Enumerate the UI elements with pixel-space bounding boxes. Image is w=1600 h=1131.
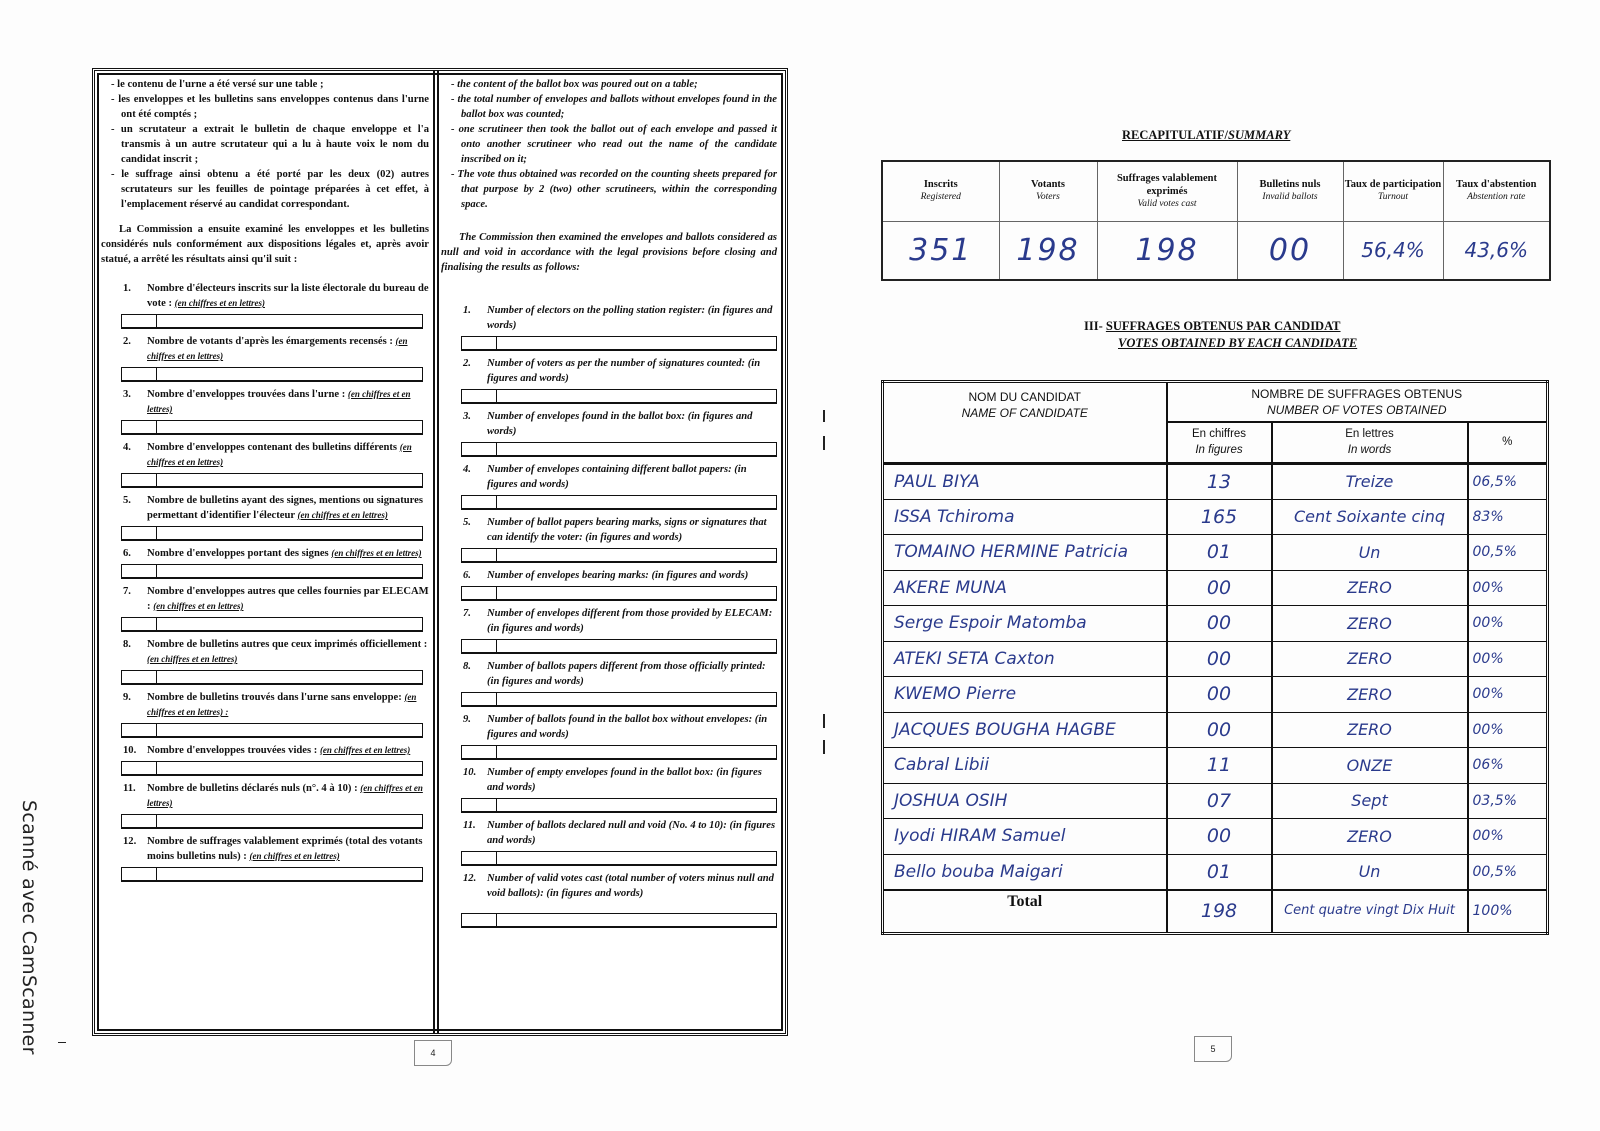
answer-field[interactable] bbox=[461, 798, 777, 813]
bullet-item: - les enveloppes et les bulletins sans enveloppes contenus dans l'urne ont été comptés ; bbox=[111, 94, 429, 120]
answer-field[interactable] bbox=[121, 617, 423, 632]
header-voters: Votants Voters bbox=[999, 161, 1097, 221]
form-item-1 bbox=[109, 281, 429, 329]
procedure-bullets-en bbox=[449, 77, 777, 212]
item-label: Nombre d'électeurs inscrits sur la liste électorale du bureau de vote : (en chiffres et en lettres) bbox=[147, 283, 429, 309]
form-item-7 bbox=[109, 584, 429, 632]
answer-field[interactable] bbox=[121, 814, 423, 829]
camscanner-watermark: Scanné avec CamScanner bbox=[18, 800, 40, 1055]
form-item-9 bbox=[109, 690, 429, 738]
figures-cell[interactable] bbox=[122, 527, 157, 539]
form-item-8: 8. Number of ballots papers different from those officially printed: (in figures and words) bbox=[449, 659, 777, 707]
candidate-row: JACQUES BOUGHA HAGBE 00 ZERO 00% bbox=[883, 712, 1548, 748]
figures-cell[interactable] bbox=[122, 724, 157, 736]
words-cell[interactable] bbox=[157, 421, 422, 433]
answer-field[interactable] bbox=[121, 761, 423, 776]
answer-field[interactable] bbox=[461, 913, 777, 928]
percent-header: % bbox=[1468, 422, 1548, 464]
candidate-row: KWEMO Pierre 00 ZERO 00% bbox=[883, 677, 1548, 713]
answer-field[interactable] bbox=[461, 586, 777, 601]
item-number: 12. bbox=[123, 836, 137, 847]
words-cell[interactable] bbox=[497, 799, 776, 811]
answer-field[interactable] bbox=[121, 564, 423, 579]
answer-field[interactable] bbox=[121, 473, 423, 488]
summary-values-row bbox=[882, 221, 1550, 280]
item-number: 9. bbox=[123, 692, 131, 703]
figures-cell[interactable] bbox=[122, 474, 157, 486]
form-item-3: 3. Number of envelopes found in the ballot box: (in figures and words) bbox=[449, 409, 777, 457]
item-number: 8. bbox=[123, 639, 131, 650]
invalid-ballots-value: 00 bbox=[1237, 221, 1343, 280]
words-cell[interactable] bbox=[157, 815, 422, 827]
answer-field[interactable] bbox=[461, 745, 777, 760]
answer-field[interactable] bbox=[461, 548, 777, 563]
words-cell[interactable] bbox=[497, 549, 776, 561]
summary-title: RECAPITULATIF/SUMMARY bbox=[1122, 128, 1291, 142]
form-item-6: 6. Number of envelopes bearing marks: (in figures and words) bbox=[449, 568, 777, 601]
item-number: 5. bbox=[123, 495, 131, 506]
bullet-item: - le contenu de l'urne a été versé sur une table ; bbox=[111, 79, 324, 90]
words-cell[interactable] bbox=[157, 315, 422, 327]
form-item-10: 10. Number of empty envelopes found in the ballot box: (in figures and words) bbox=[449, 765, 777, 813]
words-cell[interactable] bbox=[157, 724, 422, 736]
figures-cell[interactable] bbox=[122, 762, 157, 774]
item-label: Nombre de votants d'après les émargements recensés : (en chiffres et en lettres) bbox=[147, 336, 408, 361]
abstention-value: 43,6% bbox=[1443, 221, 1550, 280]
fold-mark bbox=[823, 410, 825, 422]
words-cell[interactable] bbox=[497, 852, 776, 864]
answer-field[interactable] bbox=[461, 639, 777, 654]
page-number-left: 4 bbox=[414, 1040, 452, 1066]
words-cell[interactable] bbox=[497, 443, 776, 455]
candidate-row: Serge Espoir Matomba 00 ZERO 00% bbox=[883, 606, 1548, 642]
item-number: 7. bbox=[123, 586, 131, 597]
figures-header: En chiffres In figures bbox=[1167, 422, 1272, 464]
answer-field[interactable] bbox=[461, 851, 777, 866]
answer-field[interactable] bbox=[461, 389, 777, 404]
bullet-item: - the total number of envelopes and ballots without envelopes found in the ballot box was counted; bbox=[451, 94, 777, 120]
item-number: 3. bbox=[123, 389, 131, 400]
words-cell[interactable] bbox=[157, 868, 422, 880]
item-label: Nombre de suffrages valablement exprimés (total des votants moins bulletins nuls) : (en chiffres et en lettres) bbox=[147, 836, 423, 862]
english-column bbox=[439, 75, 783, 1029]
item-label: Nombre de bulletins ayant des signes, mentions ou signatures permettant d'identifier l'électeur (en chiffres et en lettres) bbox=[147, 495, 423, 521]
results-items-fr bbox=[109, 281, 429, 882]
figures-cell[interactable] bbox=[462, 640, 497, 652]
words-cell[interactable] bbox=[157, 368, 422, 380]
total-words: Cent quatre vingt Dix Huit bbox=[1272, 890, 1468, 934]
item-label: Nombre d'enveloppes autres que celles fournies par ELECAM : (en chiffres et en lettres) bbox=[147, 586, 429, 612]
form-item-12 bbox=[109, 834, 429, 882]
header-abstention: Taux d'abstention Abstention rate bbox=[1443, 161, 1550, 221]
page-number-right: 5 bbox=[1194, 1036, 1232, 1062]
form-item-5 bbox=[109, 493, 429, 541]
header-registered: Inscrits Registered bbox=[882, 161, 999, 221]
figures-cell[interactable] bbox=[122, 815, 157, 827]
form-item-9: 9. Number of ballots found in the ballot box without envelopes: (in figures and words) bbox=[449, 712, 777, 760]
answer-field[interactable] bbox=[461, 692, 777, 707]
item-label: Nombre de bulletins déclarés nuls (n°. 4 à 10) : (en chiffres et en lettres) bbox=[147, 783, 423, 808]
total-row bbox=[883, 890, 1548, 934]
candidate-row: Cabral Libii 11 ONZE 06% bbox=[883, 748, 1548, 784]
words-cell[interactable] bbox=[497, 640, 776, 652]
answer-field[interactable] bbox=[461, 336, 777, 351]
answer-field[interactable] bbox=[121, 723, 423, 738]
form-item-4 bbox=[109, 440, 429, 488]
candidate-row: TOMAINO HERMINE Patricia 01 Un 00,5% bbox=[883, 535, 1548, 571]
form-item-7: 7. Number of envelopes different from those provided by ELECAM: (in figures and words) bbox=[449, 606, 777, 654]
fold-mark bbox=[823, 714, 825, 728]
answer-field[interactable] bbox=[121, 867, 423, 882]
candidate-row: JOSHUA OSIH 07 Sept 03,5% bbox=[883, 783, 1548, 819]
figures-cell[interactable] bbox=[462, 549, 497, 561]
bullet-item: - the content of the ballot box was poured out on a table; bbox=[451, 79, 698, 90]
total-percent: 100% bbox=[1468, 890, 1548, 934]
commission-paragraph-fr: La Commission a ensuite examiné les enveloppes et les bulletins considérés nuls conformément aux dispositions légales et, après avoir statué, a arrêté les résultats ainsi qu'il suit : bbox=[101, 224, 429, 265]
answer-field[interactable] bbox=[461, 442, 777, 457]
candidates-table bbox=[881, 380, 1549, 935]
figures-cell[interactable] bbox=[122, 618, 157, 630]
votes-header: NOMBRE DE SUFFRAGES OBTENUS NUMBER OF VOTES OBTAINED bbox=[1167, 382, 1548, 422]
summary-table bbox=[881, 160, 1551, 281]
words-cell[interactable] bbox=[497, 914, 776, 926]
figures-cell[interactable] bbox=[462, 496, 497, 508]
words-cell[interactable] bbox=[157, 671, 422, 683]
total-figures: 198 bbox=[1167, 890, 1272, 934]
item-number: 4. bbox=[123, 442, 131, 453]
voters-value: 198 bbox=[999, 221, 1097, 280]
form-item-3 bbox=[109, 387, 429, 435]
words-cell[interactable] bbox=[497, 337, 776, 349]
answer-field[interactable] bbox=[121, 314, 423, 329]
item-label: Nombre d'enveloppes portant des signes (en chiffres et en lettres) bbox=[147, 548, 422, 559]
form-item-8 bbox=[109, 637, 429, 685]
answer-field[interactable] bbox=[121, 367, 423, 382]
words-cell[interactable] bbox=[157, 762, 422, 774]
bullet-item: - The vote thus obtained was recorded on the counting sheets prepared for that purpose by 2 (two) other scrutineers, within the corresponding space. bbox=[451, 169, 777, 210]
form-item-6 bbox=[109, 546, 429, 579]
candidate-row: AKERE MUNA 00 ZERO 00% bbox=[883, 570, 1548, 606]
item-label: Nombre d'enveloppes trouvées vides : (en chiffres et en lettres) bbox=[147, 745, 411, 756]
candidate-row: Iyodi HIRAM Samuel 00 ZERO 00% bbox=[883, 819, 1548, 855]
header-valid-votes: Suffrages valablement exprimés Valid votes cast bbox=[1097, 161, 1237, 221]
figures-cell[interactable] bbox=[462, 390, 497, 402]
figures-cell[interactable] bbox=[122, 868, 157, 880]
candidate-row: ISSA Tchiroma 165 Cent Soixante cinq 83% bbox=[883, 499, 1548, 535]
scan-mark bbox=[58, 1042, 66, 1043]
words-cell[interactable] bbox=[157, 618, 422, 630]
figures-cell[interactable] bbox=[462, 443, 497, 455]
figures-cell[interactable] bbox=[462, 914, 497, 926]
item-number: 2. bbox=[123, 336, 131, 347]
figures-cell[interactable] bbox=[462, 746, 497, 758]
candidate-row: ATEKI SETA Caxton 00 ZERO 00% bbox=[883, 641, 1548, 677]
figures-cell[interactable] bbox=[462, 337, 497, 349]
words-cell[interactable] bbox=[497, 496, 776, 508]
commission-paragraph-en: The Commission then examined the envelopes and ballots considered as null and void in accordance with the legal provisions before closing and finalising the results as follows: bbox=[441, 232, 777, 273]
answer-field[interactable] bbox=[121, 526, 423, 541]
fold-mark bbox=[823, 436, 825, 450]
turnout-value: 56,4% bbox=[1343, 221, 1443, 280]
answer-field[interactable] bbox=[121, 670, 423, 685]
form-item-4: 4. Number of envelopes containing different ballot papers: (in figures and words) bbox=[449, 462, 777, 510]
words-cell[interactable] bbox=[157, 474, 422, 486]
words-cell[interactable] bbox=[497, 390, 776, 402]
results-items-en bbox=[449, 303, 777, 928]
item-number: 10. bbox=[123, 745, 137, 756]
registered-value: 351 bbox=[882, 221, 999, 280]
bullet-item: - un scrutateur a extrait le bulletin de chaque enveloppe et l'a transmis à un autre scrutateur qui a lu à haute voix le nom du candidat inscrit ; bbox=[111, 124, 429, 165]
words-cell[interactable] bbox=[497, 587, 776, 599]
answer-field[interactable] bbox=[461, 495, 777, 510]
form-item-10 bbox=[109, 743, 429, 776]
bullet-item: - one scrutineer then took the ballot out of each envelope and passed it onto another scrutineer who read out the name of the candidate inscribed on it; bbox=[451, 124, 777, 165]
french-column bbox=[99, 75, 435, 1029]
item-label: Nombre d'enveloppes trouvées dans l'urne : (en chiffres et en lettres) bbox=[147, 389, 411, 414]
form-item-11: 11. Number of ballots declared null and void (No. 4 to 10): (in figures and words) bbox=[449, 818, 777, 866]
words-cell[interactable] bbox=[497, 746, 776, 758]
fold-mark bbox=[823, 740, 825, 754]
figures-cell[interactable] bbox=[122, 565, 157, 577]
bullet-item: - le suffrage ainsi obtenu a été porté par les deux (02) autres scrutateurs sur les feuilles de pointage préparées à cet effet, à l'emplacement réservé au candidat correspondant. bbox=[111, 169, 429, 210]
words-cell[interactable] bbox=[157, 565, 422, 577]
header-turnout: Taux de participation Turnout bbox=[1343, 161, 1443, 221]
total-label: Total bbox=[883, 890, 1167, 934]
candidate-row: PAUL BIYA 13 Treize 06,5% bbox=[883, 464, 1548, 500]
figures-cell[interactable] bbox=[462, 587, 497, 599]
valid-votes-value: 198 bbox=[1097, 221, 1237, 280]
item-number: 6. bbox=[123, 548, 131, 559]
name-header: NOM DU CANDIDAT NAME OF CANDIDATE bbox=[883, 382, 1167, 464]
candidates-header-row bbox=[883, 382, 1548, 422]
figures-cell[interactable] bbox=[122, 421, 157, 433]
figures-cell[interactable] bbox=[122, 368, 157, 380]
form-item-1: 1. Number of electors on the polling station register: (in figures and words) bbox=[449, 303, 777, 351]
form-item-2: 2. Number of voters as per the number of signatures counted: (in figures and words) bbox=[449, 356, 777, 404]
left-page-form bbox=[92, 68, 788, 1036]
figures-cell[interactable] bbox=[122, 315, 157, 327]
item-label: Nombre d'enveloppes contenant des bulletins différents (en chiffres et en lettres) bbox=[147, 442, 412, 467]
header-invalid-ballots: Bulletins nuls Invalid ballots bbox=[1237, 161, 1343, 221]
item-label: Nombre de bulletins autres que ceux imprimés officiellement : (en chiffres et en lettres) bbox=[147, 639, 428, 664]
candidate-row: Bello bouba Maigari 01 Un 00,5% bbox=[883, 854, 1548, 890]
words-cell[interactable] bbox=[497, 693, 776, 705]
figures-cell[interactable] bbox=[462, 799, 497, 811]
figures-cell[interactable] bbox=[122, 671, 157, 683]
form-item-2 bbox=[109, 334, 429, 382]
procedure-bullets-fr bbox=[109, 77, 429, 212]
figures-cell[interactable] bbox=[462, 693, 497, 705]
section-title: III- SUFFRAGES OBTENUS PAR CANDIDAT VOTES OBTAINED BY EACH CANDIDATE bbox=[1084, 319, 1358, 350]
form-item-12: 12. Number of valid votes cast (total number of voters minus null and void ballots): (in figures and words) bbox=[449, 871, 777, 928]
words-header: En lettres In words bbox=[1272, 422, 1468, 464]
form-item-11 bbox=[109, 781, 429, 829]
summary-header-row bbox=[882, 161, 1550, 221]
item-number: 11. bbox=[123, 783, 136, 794]
words-cell[interactable] bbox=[157, 527, 422, 539]
form-item-5: 5. Number of ballot papers bearing marks, signs or signatures that can identify the voter: (in figures and words) bbox=[449, 515, 777, 563]
item-label: Nombre de bulletins trouvés dans l'urne sans enveloppe: (en chiffres et en lettres) : bbox=[147, 692, 417, 717]
item-number: 1. bbox=[123, 283, 131, 294]
figures-cell[interactable] bbox=[462, 852, 497, 864]
answer-field[interactable] bbox=[121, 420, 423, 435]
